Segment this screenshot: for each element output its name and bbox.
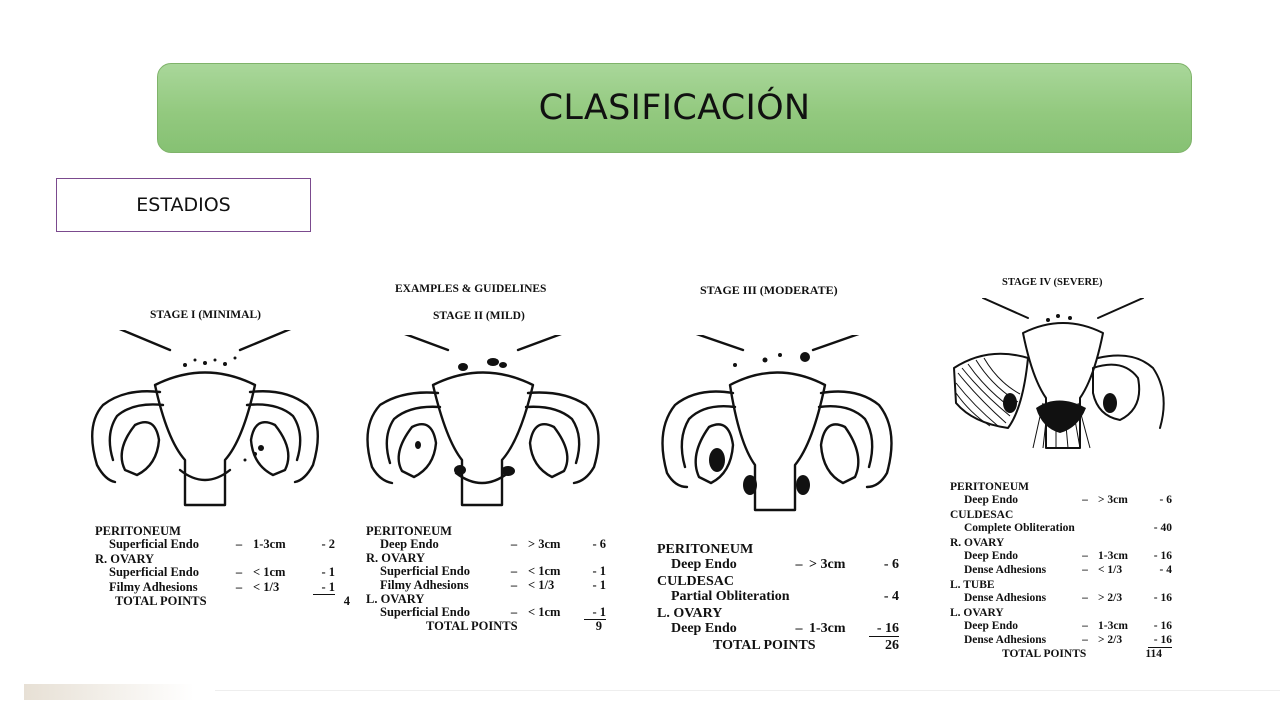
- score-op: –: [795, 621, 803, 636]
- stage-2-uterus-diagram: [358, 335, 608, 525]
- score-measure: > 3cm: [528, 537, 561, 551]
- score-section: PERITONEUM: [657, 542, 754, 557]
- stage-4-score-table: [950, 482, 1172, 663]
- stage-4-uterus-diagram: [948, 298, 1173, 473]
- score-label: Deep Endo: [671, 621, 737, 636]
- score-op: –: [510, 578, 518, 592]
- score-measure: 1-3cm: [809, 621, 846, 636]
- score-op: –: [510, 564, 518, 578]
- score-label: Superficial Endo: [380, 605, 470, 619]
- stage-3-heading: STAGE III (MODERATE): [700, 283, 838, 297]
- stages-label-box: [56, 178, 311, 232]
- total-label: TOTAL POINTS: [1002, 648, 1087, 660]
- score-measure: < 1cm: [528, 605, 561, 619]
- score-measure: > 3cm: [809, 557, 846, 572]
- total-value: 114: [1145, 648, 1162, 660]
- score-section: R. OVARY: [366, 551, 426, 565]
- slide-title: CLASIFICACIÓN: [538, 88, 811, 128]
- score-label: Superficial Endo: [109, 565, 199, 579]
- score-measure: > 3cm: [1098, 494, 1128, 506]
- score-points: - 4: [1159, 564, 1172, 576]
- score-section: CULDESAC: [950, 509, 1014, 521]
- score-section: L. OVARY: [950, 607, 1004, 619]
- score-label: Dense Adhesions: [964, 634, 1047, 646]
- score-section: PERITONEUM: [366, 524, 452, 538]
- score-label: Filmy Adhesions: [109, 580, 198, 594]
- score-points: - 2: [321, 537, 335, 551]
- title-banner: [157, 63, 1192, 153]
- score-points: - 40: [1153, 522, 1172, 534]
- total-label: TOTAL POINTS: [115, 594, 207, 608]
- score-op: –: [1082, 634, 1088, 646]
- stages-label: ESTADIOS: [136, 194, 231, 216]
- score-measure: 1-3cm: [1098, 620, 1129, 632]
- score-section: CULDESAC: [657, 574, 735, 589]
- score-op: –: [235, 537, 243, 551]
- score-op: –: [235, 565, 243, 579]
- score-points: - 1: [592, 564, 606, 578]
- score-points: - 1: [313, 581, 335, 595]
- score-label: Deep Endo: [964, 620, 1018, 632]
- stage-1-heading: STAGE I (MINIMAL): [150, 309, 261, 321]
- score-label: Deep Endo: [964, 550, 1018, 562]
- score-points: - 16: [869, 622, 899, 637]
- score-measure: > 2/3: [1098, 634, 1123, 646]
- total-value: 4: [343, 594, 350, 608]
- score-points: - 16: [1148, 635, 1172, 648]
- score-points: - 16: [1153, 592, 1172, 604]
- stage-2-heading: STAGE II (MILD): [433, 310, 525, 322]
- score-points: - 6: [592, 537, 606, 551]
- score-op: –: [1082, 592, 1088, 604]
- score-section: L. OVARY: [366, 592, 425, 606]
- score-label: Deep Endo: [671, 557, 737, 572]
- stage-3-score-table: [657, 543, 899, 656]
- score-points: - 16: [1153, 550, 1172, 562]
- score-op: –: [795, 557, 803, 572]
- score-op: –: [1082, 620, 1088, 632]
- score-section: PERITONEUM: [95, 524, 181, 538]
- score-measure: > 2/3: [1098, 592, 1123, 604]
- score-label: Deep Endo: [380, 537, 439, 551]
- stage-3-uterus-diagram: [655, 335, 900, 530]
- score-measure: < 1/3: [528, 578, 555, 592]
- score-points: - 6: [1159, 494, 1172, 506]
- score-points: - 1: [321, 565, 335, 579]
- score-op: –: [235, 580, 243, 594]
- footer-divider: [215, 690, 1280, 691]
- score-op: –: [510, 605, 518, 619]
- stage-1-uterus-diagram: [85, 330, 325, 525]
- score-op: –: [1082, 494, 1088, 506]
- score-measure: < 1cm: [528, 564, 561, 578]
- score-label: Dense Adhesions: [964, 592, 1047, 604]
- score-points: - 16: [1153, 620, 1172, 632]
- score-section: L. OVARY: [657, 606, 723, 621]
- total-label: TOTAL POINTS: [426, 619, 518, 633]
- score-section: PERITONEUM: [950, 481, 1030, 493]
- score-points: - 1: [584, 606, 606, 620]
- score-op: –: [1082, 550, 1088, 562]
- score-label: Dense Adhesions: [964, 564, 1047, 576]
- score-points: - 1: [592, 578, 606, 592]
- score-op: –: [510, 537, 518, 551]
- score-label: Superficial Endo: [109, 537, 199, 551]
- score-measure: < 1cm: [253, 565, 286, 579]
- total-label: TOTAL POINTS: [713, 638, 816, 653]
- decorative-footer-stub: [24, 684, 194, 700]
- score-op: –: [1082, 564, 1088, 576]
- stage-1-score-table: [95, 525, 350, 609]
- score-label: Filmy Adhesions: [380, 578, 469, 592]
- score-label: Partial Obliteration: [671, 589, 790, 604]
- score-points: - 6: [883, 557, 899, 572]
- stage-2-score-table: [366, 525, 606, 634]
- score-section: R. OVARY: [95, 552, 155, 566]
- score-measure: < 1/3: [253, 580, 280, 594]
- stage-4-heading: STAGE IV (SEVERE): [1002, 277, 1103, 288]
- score-section: L. TUBE: [950, 579, 995, 591]
- score-label: Complete Obliteration: [964, 522, 1075, 534]
- total-value: 26: [885, 638, 899, 653]
- score-measure: 1-3cm: [1098, 550, 1129, 562]
- score-label: Deep Endo: [964, 494, 1018, 506]
- score-section: R. OVARY: [950, 537, 1005, 549]
- examples-heading: EXAMPLES & GUIDELINES: [395, 283, 547, 295]
- score-points: - 4: [883, 589, 899, 604]
- total-value: 9: [595, 619, 602, 633]
- score-measure: 1-3cm: [253, 537, 286, 551]
- score-measure: < 1/3: [1098, 564, 1123, 576]
- score-label: Superficial Endo: [380, 564, 470, 578]
